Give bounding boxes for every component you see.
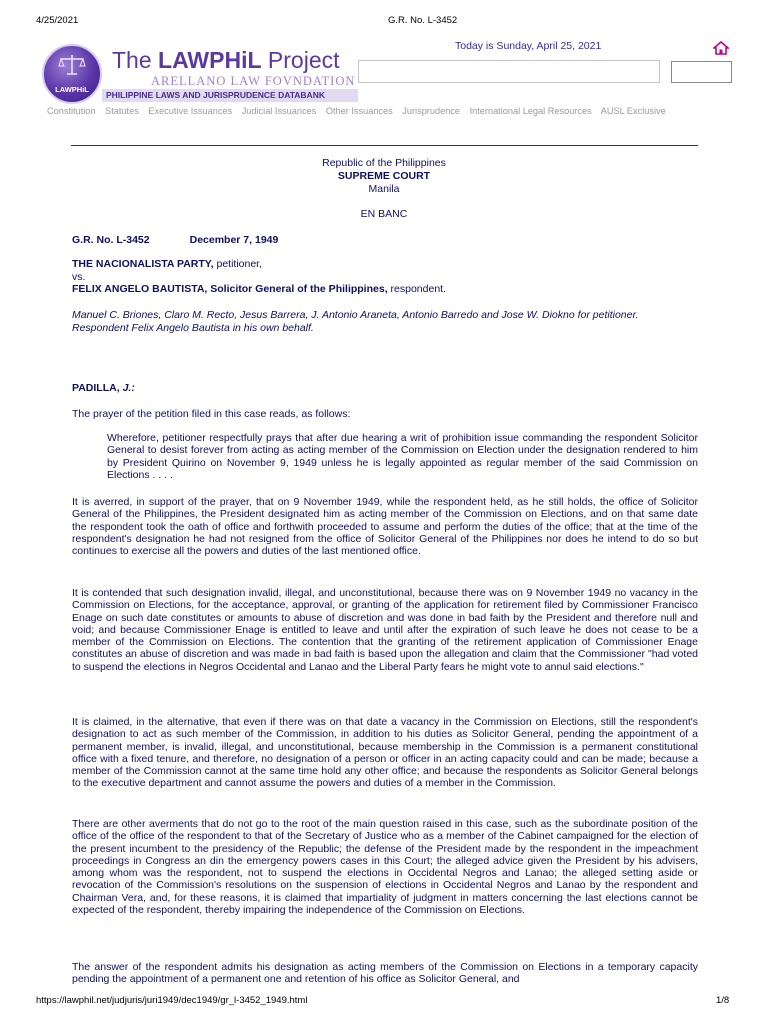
site-subtitle: ARELLANO LAW FOVNDATION [151,74,356,88]
site-logo[interactable] [40,40,360,104]
nav-judicial-issuances[interactable]: Judicial Issuances [241,106,317,116]
header-divider [71,145,698,146]
nav-international-legal-resources[interactable]: International Legal Resources [469,106,592,116]
search-button[interactable] [671,61,732,83]
court-city: Manila [368,183,400,195]
nav-ausl-exclusive[interactable]: AUSL Exclusive [600,106,666,116]
respondent-line: FELIX ANGELO BAUTISTA, Solicitor General of the Philippines, respondent. [72,283,447,295]
case-number-line [72,234,698,247]
block-quote: Wherefore, petitioner respectfully prays that after due hearing a writ of prohibition issue commanding the respondent Solicitor General to desist forever from acting as acting member of the Commission on Election under the designation rendered to him by President Quirino on November 9, 1949 unless he is legally appointed as regular member of the said Commission on Elections . . . . [107,432,698,481]
counsel-respondent: Respondent Felix Angelo Bautista in his own behalf. [72,321,314,334]
print-header [0,15,768,29]
versus: vs. [72,270,86,283]
home-icon[interactable] [713,41,729,55]
petitioner-line: THE NACIONALISTA PARTY, petitioner, [72,258,263,270]
paragraph: It is averred, in support of the prayer, that on 9 November 1949, while the respondent held, as he still holds, the office of Solicitor General of the Philippines, the President designated him as acting member of the Commission on Elections, and on that same date the respondent took the oath of office and forthwith proceeded to assume and perform the duties of the office; that at the time of the respondent's designation he had not resigned from the office of Solicitor General of the Philippines nor does he intend to do so but continues to exercise all the powers and duties of the last mentioned office. [72,496,698,558]
paragraph: There are other averments that do not go to the root of the main question raised in this case, such as the subordinate position of the office of the office of the respondent to that of the Secretary of Justice who as a member of the Cabinet campaigned for the election of the present incumbent to the presidency of the Republic; the defense of the President made by the respondent in the impeachment proceedings in Congress an din the emergency powers cases in this Court; the alleged advice given the President by his advisers, among whom was the respondent, not to suspend the elections in Occidental Negros and Lanao; the alleged setting aside or revocation of the Commission's resolutions on the suspension of elections in Occidental Negros and Lanao by the respondent and Chairman Vera, and, for these reasons, it is claimed that impartiality of judgment in matters concerning the last elections cannot be expected of the respondent, thereby impairing the independence of the Commission on Elections. [72,818,698,917]
court-division: EN BANC [360,208,408,220]
search-input[interactable] [358,60,660,83]
paragraph: The answer of the respondent admits his designation as acting members of the Commission on Elections in a temporary capacity pending the appointment of a permanent one and retention of his office as Solicitor General, and [72,961,698,986]
print-footer [0,995,768,1009]
today-date: Today is Sunday, April 25, 2021 [455,40,602,52]
nav-executive-issuances[interactable]: Executive Issuances [148,106,233,116]
site-tagline: PHILIPPINE LAWS AND JURISPRUDENCE DATABANK [102,89,358,102]
counsel-block [72,309,698,334]
nav-statutes[interactable]: Statutes [105,106,139,116]
site-title: The LAWPHiL Project [112,47,340,73]
seal-label: LAWPHiL [55,85,89,94]
print-doc-title: G.R. No. L-3452 [388,15,458,26]
paragraph: It is claimed, in the alternative, that even if there was on that date a vacancy in the Commission on Elections, still the respondent's designation to act as such member of the Commission, in addition to his duties as Solicitor General, pending the appointment of a permanent member, is invalid, illegal, and unconstitutional, because membership in the Commission is a permanent constitutional office with a fixed tenure, and therefore, no designation of a person or officer in an acting capacity could and can be made; because a member of the Commission cannot at the same time hold any other office; and because the respondents as Solicitor General belongs to the executive department and cannot assume the powers and duties of a member in the Commission. [72,716,698,790]
decision-date: December 7, 1949 [189,234,279,246]
counsel-petitioner: Manuel C. Briones, Claro M. Recto, Jesus Barrera, J. Antonio Araneta, Antonio Barredo and Jose W. Diokno for petitioner. [72,309,639,321]
main-nav [47,106,737,116]
print-date: 4/25/2021 [36,15,79,26]
ponente: PADILLA, J.: [72,382,135,394]
scales-of-justice-icon [58,54,86,76]
paragraph: It is contended that such designation invalid, illegal, and unconstitutional, because there was on 9 November 1949 no vacancy in the Commission on Elections, for the acceptance, approval, or granting of the application for retirement filed by Commissioner Francisco Enage on such date constitutes or amounts to abuse of discretion and was done in bad faith by the President and therefore null and void; and because Commissioner Enage is entitled to leave and until after the expiration of such leave he does not cease to be a member of the Commission on Elections. The contention that the granting of the retirement application of Commissioner Enage constitutes an abuse of discretion and was made in bad faith is based upon the allegation and claim that the Commissioner "had voted to suspend the elections in Negros Occidental and Lanao and the Liberal Party fears he might vote to annul said elections." [72,587,698,673]
nav-constitution[interactable]: Constitution [47,106,96,116]
case-parties [72,258,698,296]
court-name: SUPREME COURT [337,170,431,182]
republic-label: Republic of the Philippines [322,157,446,169]
gr-number: G.R. No. L-3452 [72,234,150,246]
nav-jurisprudence[interactable]: Jurisprudence [402,106,461,116]
page-url: https://lawphil.net/judjuris/juri1949/dec1949/gr_l-3452_1949.html [36,995,308,1006]
nav-other-issuances[interactable]: Other Issuances [325,106,393,116]
paragraph: The prayer of the petition filed in this case reads, as follows: [72,408,351,420]
page-number: 1/8 [716,995,730,1006]
lawphil-seal-icon [42,44,102,104]
